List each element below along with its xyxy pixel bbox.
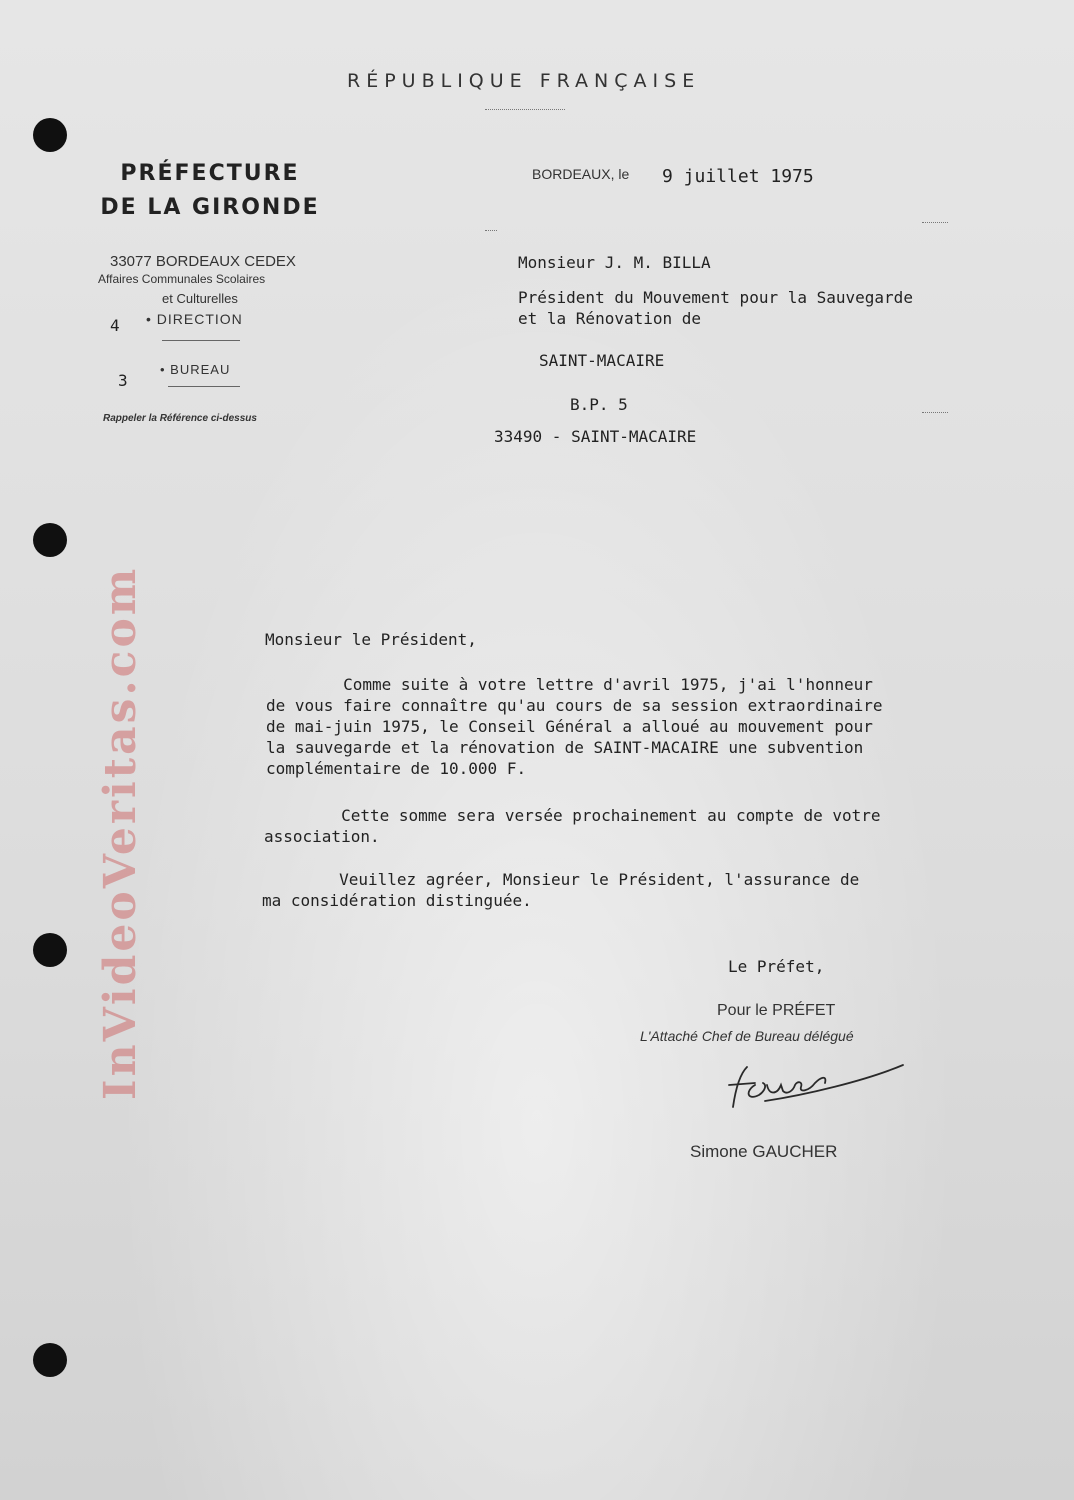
recipient-title-line2: et la Rénovation de [518, 309, 702, 328]
paragraph-line: ma considération distinguée. [262, 891, 532, 910]
punch-hole [33, 523, 67, 557]
closing: Le Préfet, [728, 957, 825, 976]
address-guide [485, 230, 497, 231]
paragraph-line: Veuillez agréer, Monsieur le Président, l'assurance de [262, 870, 860, 889]
delegate-title: L'Attaché Chef de Bureau délégué [640, 1028, 854, 1044]
service-line2: et Culturelles [162, 291, 238, 306]
punch-hole [33, 1343, 67, 1377]
bureau-number: 3 [118, 371, 128, 390]
prefecture-address: 33077 BORDEAUX CEDEX [110, 253, 296, 270]
recipient-title-line1: Président du Mouvement pour la Sauvegarde [518, 288, 913, 307]
paragraph-line: Comme suite à votre lettre d'avril 1975, j'ai l'honneur [266, 675, 873, 694]
watermark: InVideoVeritas.com [95, 565, 146, 1100]
recipient-name: Monsieur J. M. BILLA [518, 253, 711, 272]
paragraph-line: complémentaire de 10.000 F. [266, 759, 527, 778]
for-prefect: Pour le PRÉFET [717, 1002, 836, 1019]
handwritten-signature [725, 1055, 915, 1115]
republic-heading: RÉPUBLIQUE FRANÇAISE [347, 70, 701, 92]
direction-label: • DIRECTION [146, 311, 243, 327]
letter-date: 9 juillet 1975 [662, 166, 814, 187]
reference-note: Rappeler la Référence ci-dessus [103, 413, 257, 424]
address-guide [922, 222, 948, 223]
prefecture-line2: DE LA GIRONDE [100, 195, 320, 220]
direction-rule [162, 340, 240, 341]
recipient-town: SAINT-MACAIRE [539, 351, 665, 370]
paragraph-2 [264, 805, 881, 847]
prefecture-line1: PRÉFECTURE [120, 161, 300, 186]
salutation: Monsieur le Président, [265, 630, 477, 649]
paragraph-line: association. [264, 827, 380, 846]
address-guide [922, 412, 948, 413]
paragraph-3 [262, 869, 859, 911]
recipient-po-box: B.P. 5 [570, 395, 628, 414]
paragraph-line: la sauvegarde et la rénovation de SAINT-MACAIRE une subvention [266, 738, 864, 757]
paragraph-line: de vous faire connaître qu'au cours de sa session extraordinaire [266, 696, 883, 715]
paragraph-1 [266, 674, 883, 779]
recipient-postal: 33490 - SAINT-MACAIRE [494, 427, 697, 446]
bureau-rule [168, 386, 240, 387]
heading-ornament [485, 109, 565, 110]
punch-hole [33, 933, 67, 967]
signatory-name: Simone GAUCHER [690, 1142, 838, 1161]
paragraph-line: Cette somme sera versée prochainement au compte de votre [264, 806, 881, 825]
date-place: BORDEAUX, le [532, 166, 630, 182]
paragraph-line: de mai-juin 1975, le Conseil Général a alloué au mouvement pour [266, 717, 873, 736]
service-line1: Affaires Communales Scolaires [98, 272, 266, 286]
prefecture-name [70, 158, 350, 226]
punch-hole [33, 118, 67, 152]
direction-number: 4 [110, 316, 120, 335]
bureau-label: • BUREAU [160, 362, 231, 377]
